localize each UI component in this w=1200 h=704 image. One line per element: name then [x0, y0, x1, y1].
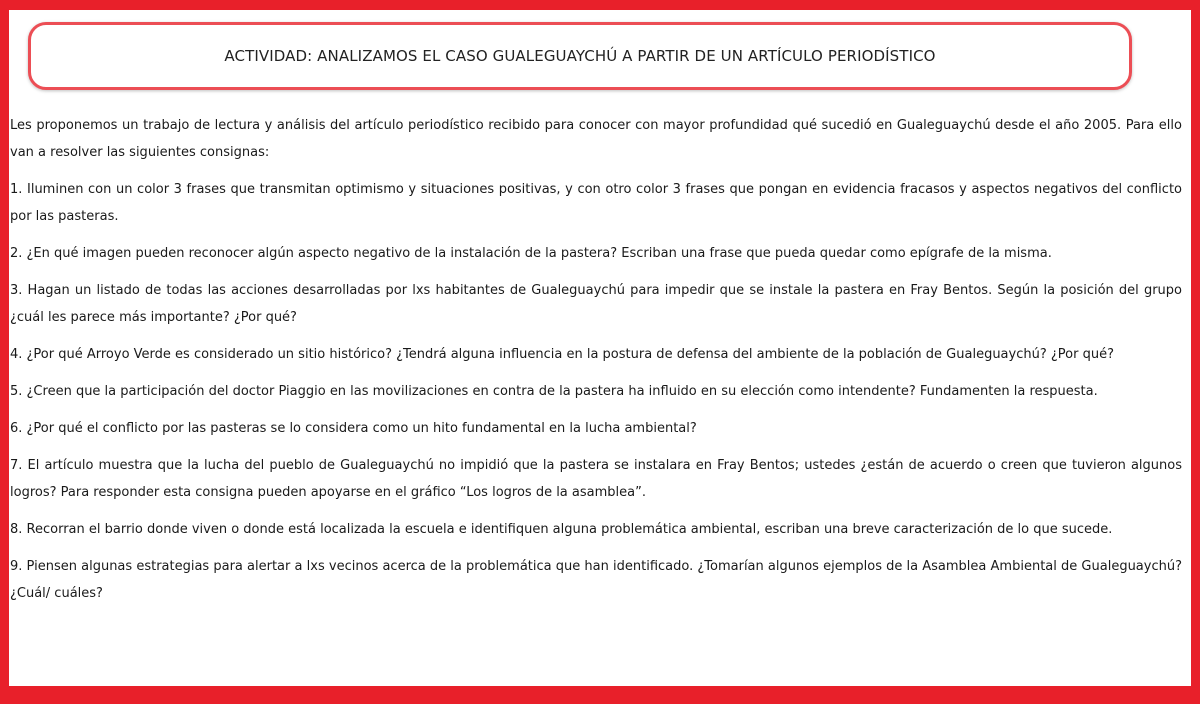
- activity-content: [10, 112, 1182, 617]
- consigna-5: 5. ¿Creen que la participación del doctor Piaggio en las movilizaciones en contra de la pastera ha influido en su elección como intendente? Fundamenten la respuesta.: [10, 384, 1098, 399]
- title-banner: [28, 22, 1132, 90]
- consigna-9: 9. Piensen algunas estrategias para alertar a lxs vecinos acerca de la problemática que han identificado. ¿Tomarían algunos ejemplos de la Asamblea Ambiental de Gualeguaychú? ¿Cuál/ cuáles?: [10, 559, 1182, 601]
- consigna-1: 1. Iluminen con un color 3 frases que transmitan optimismo y situaciones positivas, y con otro color 3 frases que pongan en evidencia fracasos y aspectos negativos del conflicto por las pasteras.: [10, 182, 1182, 224]
- consigna-7: 7. El artículo muestra que la lucha del pueblo de Gualeguaychú no impidió que la pastera se instalara en Fray Bentos; ustedes ¿están de acuerdo o creen que tuvieron algunos logros? Para responder esta consigna pueden apoyarse en el gráfico “Los logros de la asamblea”.: [10, 458, 1182, 500]
- consigna-2: 2. ¿En qué imagen pueden reconocer algún aspecto negativo de la instalación de la pastera? Escriban una frase que pueda quedar como epígrafe de la misma.: [10, 246, 1052, 261]
- page-title: ACTIVIDAD: ANALIZAMOS EL CASO GUALEGUAYCHÚ A PARTIR DE UN ARTÍCULO PERIODÍSTICO: [224, 47, 936, 65]
- intro-paragraph: Les proponemos un trabajo de lectura y análisis del artículo periodístico recibido para conocer con mayor profundidad qué sucedió en Gualeguaychú desde el año 2005. Para ello van a resolver las siguientes consignas:: [10, 118, 1182, 160]
- consigna-8: 8. Recorran el barrio donde viven o donde está localizada la escuela e identifiquen alguna problemática ambiental, escriban una breve caracterización de lo que sucede.: [10, 522, 1113, 537]
- consigna-6: 6. ¿Por qué el conflicto por las pasteras se lo considera como un hito fundamental en la lucha ambiental?: [10, 421, 697, 436]
- consigna-4: 4. ¿Por qué Arroyo Verde es considerado un sitio histórico? ¿Tendrá alguna influencia en la postura de defensa del ambiente de la población de Gualeguaychú? ¿Por qué?: [10, 347, 1114, 362]
- consigna-3: 3. Hagan un listado de todas las acciones desarrolladas por lxs habitantes de Gualeguaychú para impedir que se instale la pastera en Fray Bentos. Según la posición del grupo ¿cuál les parece más importante? ¿Por qué?: [10, 283, 1182, 325]
